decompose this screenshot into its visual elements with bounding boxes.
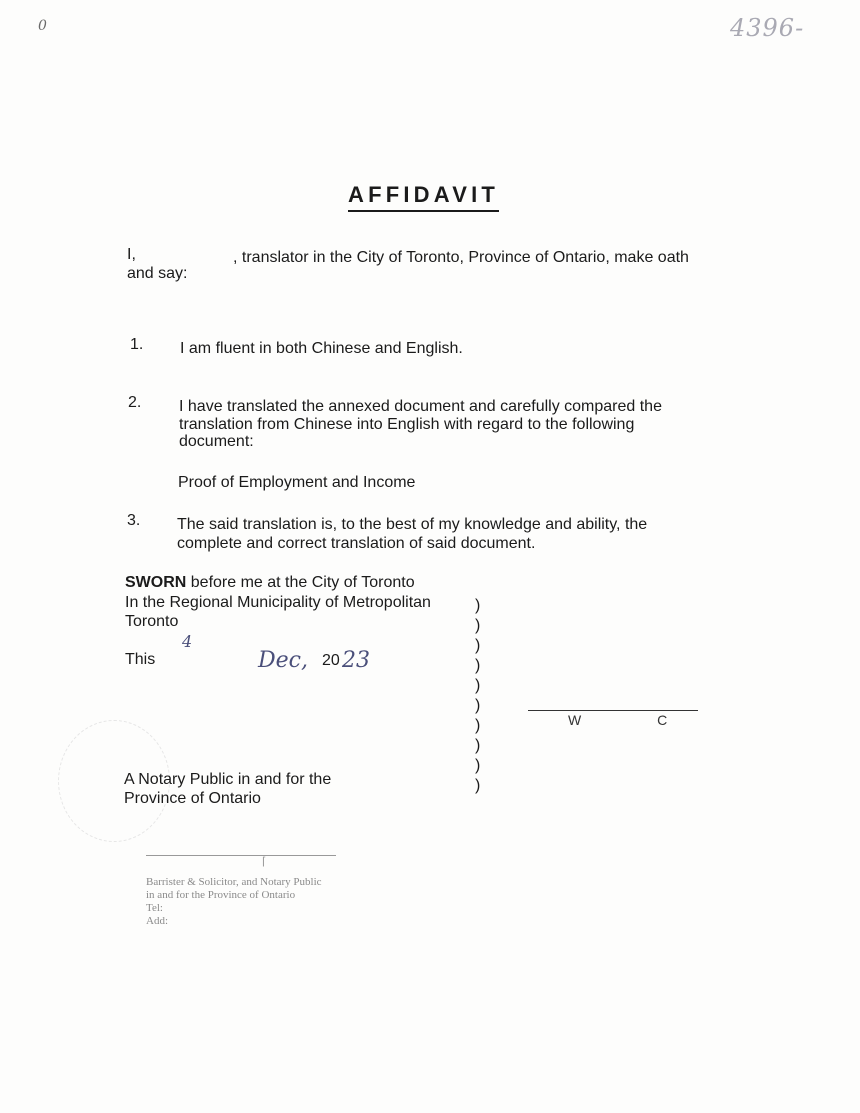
document-title: AFFIDAVIT	[348, 182, 499, 212]
printed-year-prefix: 20	[322, 652, 340, 669]
bracket: )	[475, 717, 481, 734]
jurat-line-2: In the Regional Municipality of Metropolitan	[125, 594, 431, 611]
bracket: )	[475, 637, 481, 654]
jurat-brackets	[475, 596, 489, 796]
paragraph-3-line-2: complete and correct translation of said document.	[177, 535, 536, 552]
bracket: )	[475, 677, 481, 694]
paragraph-2-line-2: translation from Chinese into English with regard to the following	[179, 416, 635, 433]
date-label: This	[125, 651, 156, 668]
paragraph-3-number: 3.	[127, 512, 141, 529]
paragraph-3-line-1: The said translation is, to the best of my knowledge and ability, the	[177, 516, 648, 533]
bracket: )	[475, 697, 481, 714]
notary-line-2: Province of Ontario	[124, 790, 261, 807]
handwritten-page-reference: 4396-	[730, 14, 805, 42]
date-separator: ,	[300, 648, 308, 673]
stamp-tick-mark: ⌈	[262, 856, 267, 868]
stamp-line-3: Tel:	[146, 902, 163, 914]
notary-stamp-signature-line	[146, 855, 336, 856]
paragraph-2-number: 2.	[128, 394, 142, 411]
stamp-line-4: Add:	[146, 915, 168, 927]
jurat-line-1	[125, 574, 415, 591]
bracket: )	[475, 757, 481, 774]
jurat-line-1-rest: before me at the City of Toronto	[186, 574, 415, 591]
intro-statement: , translator in the City of Toronto, Province of Ontario, make oath	[233, 249, 689, 266]
handwritten-day: 4	[182, 632, 193, 651]
stamp-line-1: Barrister & Solicitor, and Notary Public	[146, 876, 322, 888]
handwritten-year-suffix: 23	[342, 648, 370, 673]
paragraph-1-text: I am fluent in both Chinese and English.	[180, 340, 463, 357]
sworn-keyword: SWORN	[125, 574, 187, 591]
corner-mark: 0	[38, 18, 47, 34]
paragraph-2-line-3: document:	[179, 433, 254, 450]
signature-name-trace: W C	[568, 712, 704, 728]
notary-line-1: A Notary Public in and for the	[124, 771, 332, 788]
bracket: )	[475, 597, 481, 614]
bracket: )	[475, 657, 481, 674]
paragraph-2-line-1: I have translated the annexed document and carefully compared the	[179, 398, 662, 415]
deponent-signature-line	[528, 710, 698, 711]
paragraph-1-number: 1.	[130, 336, 144, 353]
intro-say: and say:	[127, 265, 188, 282]
month-text: Dec	[258, 648, 301, 673]
intro-pronoun: I,	[127, 246, 136, 263]
handwritten-month	[258, 648, 308, 673]
bracket: )	[475, 617, 481, 634]
stamp-line-2: in and for the Province of Ontario	[146, 889, 296, 901]
bracket: )	[475, 737, 481, 754]
translated-document-name: Proof of Employment and Income	[178, 474, 416, 491]
bracket: )	[475, 777, 481, 794]
jurat-line-3: Toronto	[125, 613, 179, 630]
